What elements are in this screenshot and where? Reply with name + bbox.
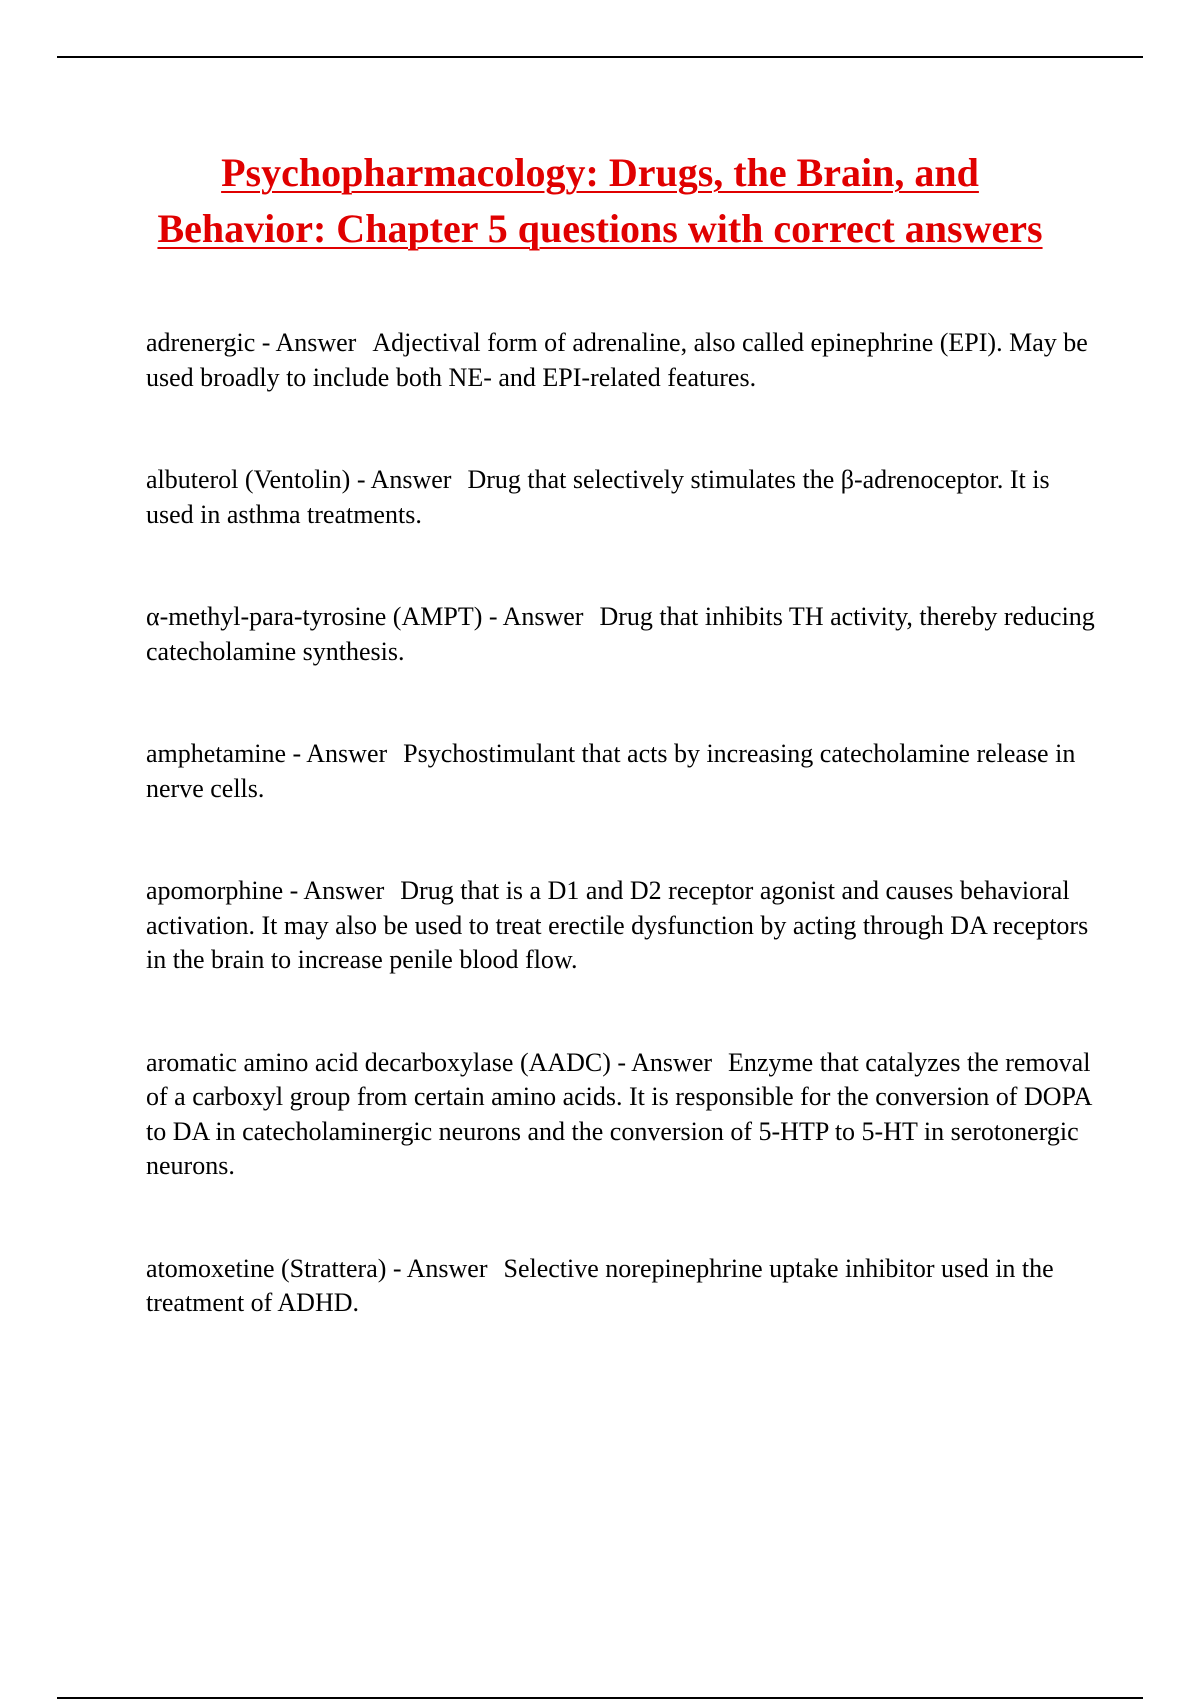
entry-answer: Adjectival form of adrenaline, also called epinephrine (EPI). May be used broadly to include both NE- and EPI-related features. bbox=[146, 328, 1088, 392]
flashcard-list bbox=[146, 326, 1101, 1321]
entry-answer: Psychostimulant that acts by increasing catecholamine release in nerve cells. bbox=[146, 739, 1076, 803]
flashcard-entry bbox=[146, 874, 1101, 978]
entry-term: aromatic amino acid decarboxylase (AADC) - Answer bbox=[146, 1047, 713, 1077]
entry-answer: Drug that selectively stimulates the β-adrenoceptor. It is used in asthma treatments. bbox=[146, 465, 1050, 529]
flashcard-entry bbox=[146, 326, 1101, 395]
entry-term: adrenergic - Answer bbox=[146, 328, 357, 357]
bottom-rule bbox=[57, 1697, 1143, 1699]
entry-term: apomorphine - Answer bbox=[146, 876, 385, 905]
entry-answer: Selective norepinephrine uptake inhibitor used in the treatment of ADHD. bbox=[146, 1253, 1054, 1317]
entry-answer: Drug that inhibits TH activity, thereby reducing catecholamine synthesis. bbox=[146, 602, 1095, 666]
entry-term: albuterol (Ventolin) - Answer bbox=[146, 465, 452, 494]
flashcard-entry bbox=[146, 737, 1101, 806]
entry-answer: Drug that is a D1 and D2 receptor agonist and causes behavioral activation. It may also be used to treat erectile dysfunction by acting through DA receptors in the brain to increase penile blood flow. bbox=[146, 876, 1089, 974]
flashcard-entry bbox=[146, 463, 1101, 532]
flashcard-entry bbox=[146, 1252, 1101, 1321]
entry-term: α-methyl-para-tyrosine (AMPT) - Answer bbox=[146, 602, 584, 631]
entry-term: atomoxetine (Strattera) - Answer bbox=[146, 1253, 488, 1283]
flashcard-entry bbox=[146, 1046, 1101, 1184]
document-title: Psychopharmacology: Drugs, the Brain, and Behavior: Chapter 5 questions with correct answers bbox=[157, 150, 1043, 251]
entry-term: amphetamine - Answer bbox=[146, 739, 388, 768]
entry-answer: Enzyme that catalyzes the removal of a carboxyl group from certain amino acids. It is responsible for the conversion of DOPA to DA in catecholaminergic neurons and the conversion of 5-HTP to 5-HT in serotonergic neurons. bbox=[146, 1047, 1091, 1180]
top-rule bbox=[57, 56, 1143, 58]
flashcard-entry bbox=[146, 600, 1101, 669]
